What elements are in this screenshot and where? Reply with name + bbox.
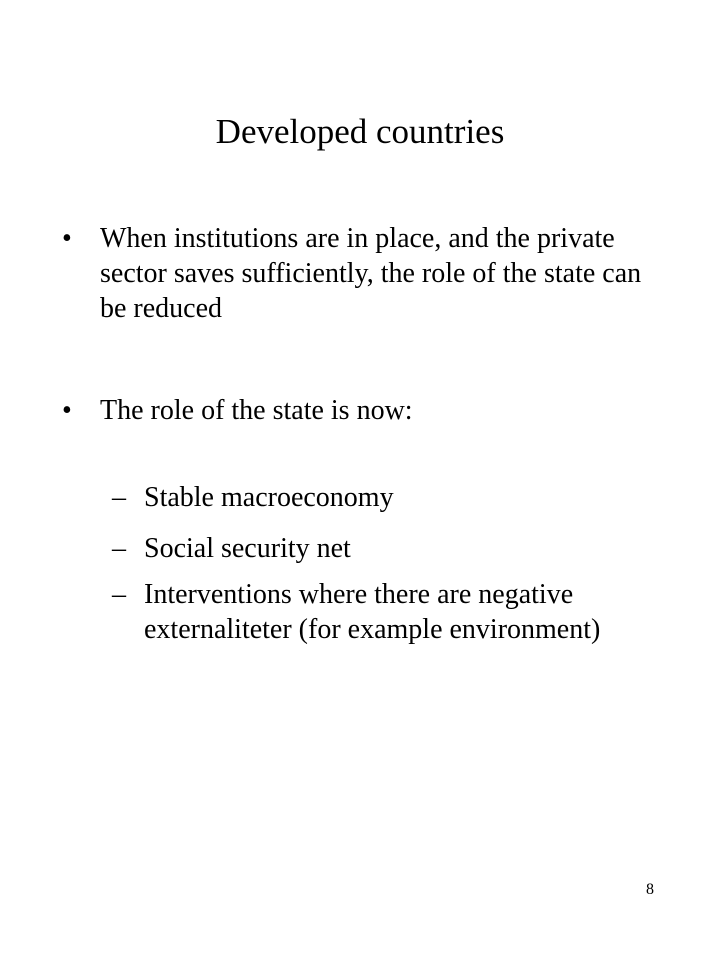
page-number: 8 xyxy=(646,881,654,898)
bullet-marker: • xyxy=(62,395,72,426)
bullet-marker: • xyxy=(62,223,72,254)
bullet-role-of-state xyxy=(62,393,662,428)
sub-bullet-interventions xyxy=(112,577,672,647)
sub-bullet-macroeconomy xyxy=(112,480,672,515)
sub-bullet-marker: – xyxy=(112,579,126,610)
sub-bullet-marker: – xyxy=(112,482,126,513)
sub-bullet-text: Stable macroeconomy xyxy=(144,482,394,513)
bullet-institutions xyxy=(62,221,662,326)
sub-bullet-text: Interventions where there are negative externaliteter (for example environment) xyxy=(144,579,601,645)
bullet-text: When institutions are in place, and the private sector saves sufficiently, the role of the state can be reduced xyxy=(100,223,642,324)
bullet-text: The role of the state is now: xyxy=(100,395,413,426)
sub-bullet-text: Social security net xyxy=(144,533,351,564)
sub-bullet-security-net xyxy=(112,531,672,566)
slide-title: Developed countries xyxy=(215,112,505,151)
sub-bullet-marker: – xyxy=(112,533,126,564)
